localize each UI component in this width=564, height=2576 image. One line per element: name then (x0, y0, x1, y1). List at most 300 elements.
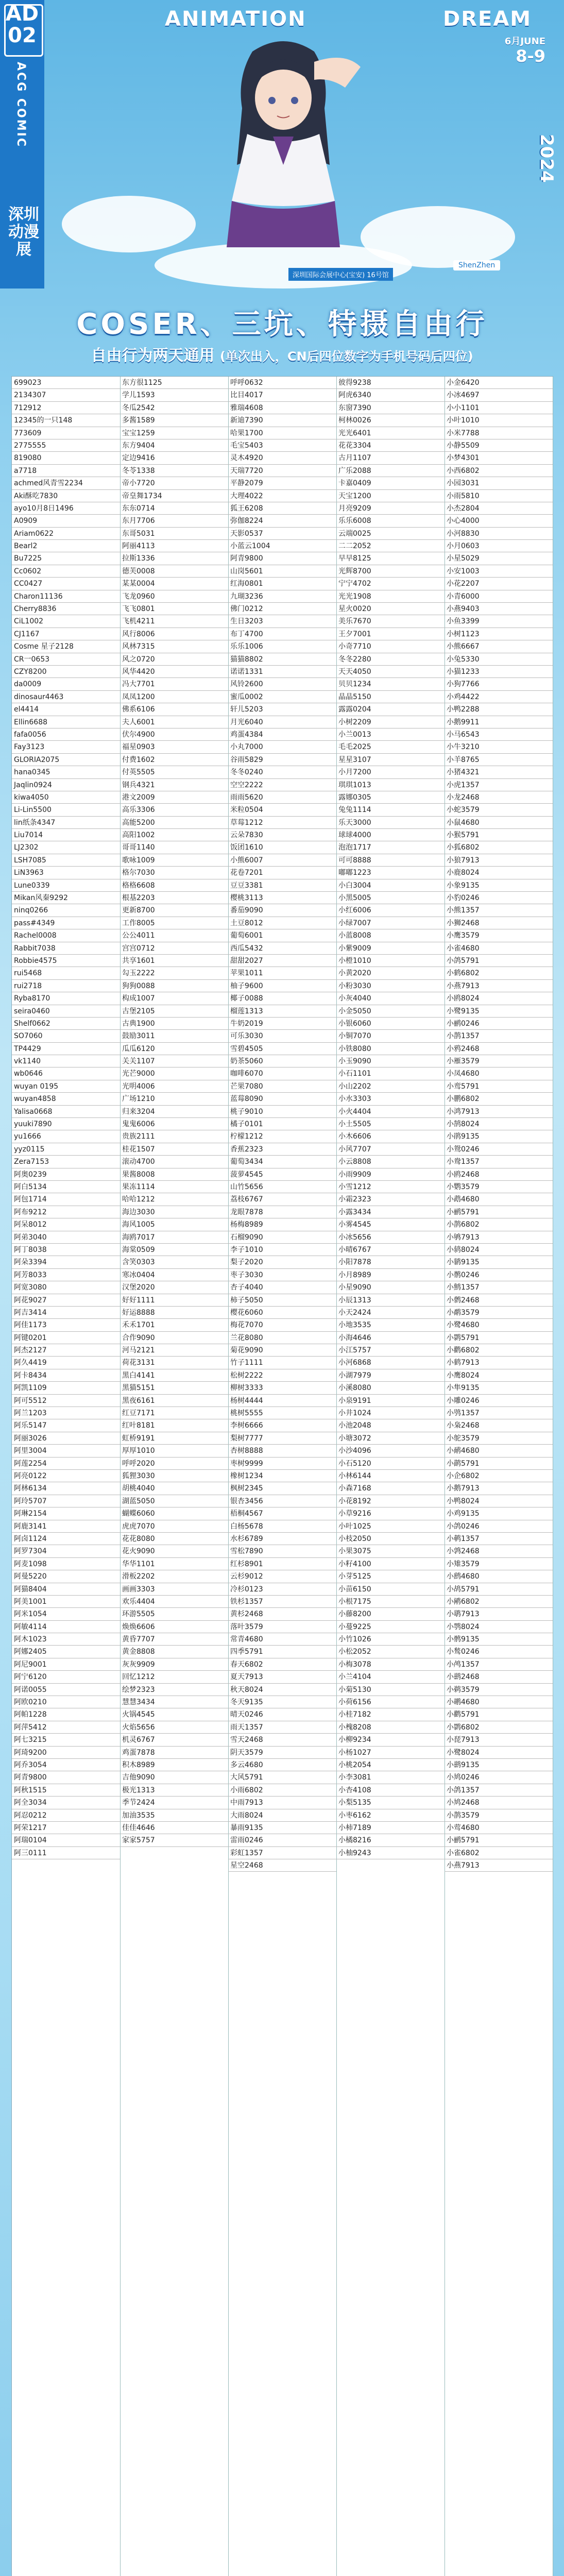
name-cell: 小鹏6802 (445, 1093, 553, 1105)
name-cell: 小鹭9135 (445, 1005, 553, 1018)
name-cell: 阿兰1203 (12, 1407, 120, 1419)
name-cell: 小鹰3579 (445, 929, 553, 942)
name-cell: 西瓜5432 (228, 942, 336, 955)
name-cell: 小花8192 (336, 1495, 445, 1507)
name-cell: 阿鹿3141 (12, 1520, 120, 1533)
name-cell: 落叶3579 (228, 1621, 336, 1633)
name-cell: dinosaur4463 (12, 691, 120, 703)
name-cell: 小鹇6802 (445, 1596, 553, 1608)
name-cell: 柠檬1212 (228, 1130, 336, 1143)
name-cell: 阿欧0210 (12, 1696, 120, 1708)
name-cell: 小鸳0246 (445, 1143, 553, 1156)
name-cell: 小鹚9135 (445, 1759, 553, 1771)
name-cell: 小隼9135 (445, 1382, 553, 1394)
name-cell: 小蓝8008 (336, 929, 445, 942)
name-cell: LSH7085 (12, 854, 120, 867)
name-cell: 龙眼7878 (228, 1206, 336, 1218)
name-cell: 东方很1125 (120, 377, 228, 389)
coser-name-table (11, 376, 553, 2576)
name-cell: 小鹋5791 (445, 1458, 553, 1470)
name-cell: 阿娜2405 (12, 1646, 120, 1658)
name-cell: 季节2424 (120, 1797, 228, 1809)
name-cell: 小土5505 (336, 1118, 445, 1130)
subheading-note: (单次出入，CN后四位数字为手机号码后四位) (219, 349, 473, 364)
name-cell: 小鸵3579 (445, 1432, 553, 1445)
name-cell: 小树1123 (445, 628, 553, 640)
name-cell: 小青6000 (445, 590, 553, 603)
name-cell: 小雨6802 (228, 1784, 336, 1797)
name-cell: 光光6401 (336, 427, 445, 439)
name-cell: 小猫1233 (445, 666, 553, 678)
name-cell: 小山2202 (336, 1080, 445, 1093)
name-cell: 定边9416 (120, 452, 228, 464)
name-cell: 多酱1589 (120, 414, 228, 427)
name-cell: 小苗6150 (336, 1583, 445, 1596)
name-cell: 小兰4104 (336, 1671, 445, 1683)
name-cell: 柯林0026 (336, 414, 445, 427)
name-cell: 小冰5656 (336, 1231, 445, 1244)
name-cell: Ellin6688 (12, 716, 120, 728)
name-cell: 小槐8208 (336, 1721, 445, 1734)
name-cell: 风铃2600 (228, 678, 336, 690)
name-cell: 画画3303 (120, 1583, 228, 1596)
name-cell: Yalisa0668 (12, 1106, 120, 1118)
name-cell: 谷雨5829 (228, 754, 336, 766)
name-cell: 花花8080 (120, 1533, 228, 1545)
event-year: 2024 (536, 134, 557, 183)
name-cell: 小鹖7913 (445, 1608, 553, 1620)
name-cell: 鼓励3011 (120, 1030, 228, 1042)
name-cell: 699023 (12, 377, 120, 389)
name-cell: 光明4006 (120, 1080, 228, 1093)
acg-comic-label: ACG COMIC (14, 62, 27, 148)
name-cell: 小鸠2468 (445, 1797, 553, 1809)
name-cell: 佛门0212 (228, 603, 336, 615)
name-cell: Fay3123 (12, 741, 120, 753)
name-cell: 星星3107 (336, 754, 445, 766)
poster-title-right: DREAM (443, 7, 532, 31)
name-cell: 火锅4545 (120, 1708, 228, 1721)
name-cell: 小鹂0246 (445, 1018, 553, 1030)
name-cell: 小马6543 (445, 728, 553, 741)
name-cell: 哈哈1212 (120, 1193, 228, 1206)
name-cell: 小鸥8024 (445, 992, 553, 1005)
name-cell: vk1140 (12, 1055, 120, 1067)
name-cell: 付费1602 (120, 754, 228, 766)
name-cell: 阿杰2127 (12, 1344, 120, 1357)
name-cell: 小鹭4680 (445, 1319, 553, 1331)
name-cell: 榴莲1313 (228, 1005, 336, 1018)
name-cell: 秋天8024 (228, 1684, 336, 1696)
name-cell: 小梅3078 (336, 1658, 445, 1671)
name-cell: 小枭2468 (445, 1419, 553, 1432)
name-cell: 勾玉2222 (120, 967, 228, 979)
name-cell: 鬼鬼6006 (120, 1118, 228, 1130)
name-cell: 小杨1027 (336, 1747, 445, 1759)
name-cell: 小玉9090 (336, 1055, 445, 1067)
name-cell: 小鹬3579 (445, 1307, 553, 1319)
name-cell: 小梨5135 (336, 1797, 445, 1809)
name-cell: fafa0056 (12, 728, 120, 741)
name-cell: 小鸽1357 (445, 1784, 553, 1797)
name-cell: Rachel0008 (12, 929, 120, 942)
name-cell: 小雕0246 (445, 1395, 553, 1407)
name-cell: 阿朵3394 (12, 1256, 120, 1268)
name-cell: 阿萍5412 (12, 1721, 120, 1734)
name-cell: 海鸥7017 (120, 1231, 228, 1244)
name-cell: 春天6802 (228, 1658, 336, 1671)
name-cell: 狗狗0088 (120, 980, 228, 992)
name-cell: 小河6868 (336, 1357, 445, 1369)
name-cell: 柿子5050 (228, 1294, 336, 1307)
name-cell: 飞机4211 (120, 615, 228, 628)
name-cell: 小燕7913 (445, 980, 553, 992)
name-cell: 家家5757 (120, 1834, 228, 1846)
name-cell: 雅瑞4608 (228, 402, 336, 414)
name-cell: 高能5200 (120, 817, 228, 829)
logo-number: 02 (8, 24, 37, 47)
name-cell: 小鸮1357 (445, 1407, 553, 1419)
name-column (120, 377, 229, 2576)
name-cell: 空空2222 (228, 779, 336, 791)
name-cell: 鸡蛋4384 (228, 728, 336, 741)
name-cell: 呼呼0632 (228, 377, 336, 389)
name-cell: 小枝2050 (336, 1533, 445, 1545)
name-cell: GLORIA2075 (12, 754, 120, 766)
name-cell: 红叶8181 (120, 1419, 228, 1432)
name-cell: 小桂7182 (336, 1708, 445, 1721)
name-cell: 小雀6802 (445, 1847, 553, 1859)
name-cell: 云杉9012 (228, 1570, 336, 1583)
name-cell: 付英5505 (120, 766, 228, 778)
name-cell: 枣子3030 (228, 1269, 336, 1281)
name-cell: 阿宁6120 (12, 1671, 120, 1683)
name-cell: 小狼7913 (445, 854, 553, 867)
mascot-illustration (175, 31, 391, 247)
name-cell: 小凤4680 (445, 1067, 553, 1080)
name-cell: 海边3030 (120, 1206, 228, 1218)
name-cell: 小鸡4422 (445, 691, 553, 703)
name-cell: 构成1007 (120, 992, 228, 1005)
name-cell: 天瑞7720 (228, 465, 336, 477)
logo-ad-text: AD (5, 2, 39, 26)
name-cell: 小企6802 (445, 1470, 553, 1482)
name-cell: 云端0025 (336, 528, 445, 540)
name-cell: 小桃2054 (336, 1759, 445, 1771)
name-cell: 东窗7390 (336, 402, 445, 414)
name-cell: 小鹅7913 (445, 1482, 553, 1495)
name-cell: yu1666 (12, 1130, 120, 1143)
name-cell: 小松2052 (336, 1646, 445, 1658)
name-cell: 广乐2088 (336, 465, 445, 477)
name-cell: 土豆8012 (228, 917, 336, 929)
name-cell: 小冰4697 (445, 389, 553, 401)
name-cell: 小井1024 (336, 1407, 445, 1419)
name-cell: 红豆7171 (120, 1407, 228, 1419)
name-cell: 小藤8200 (336, 1608, 445, 1620)
name-cell: wuyan4858 (12, 1093, 120, 1105)
name-cell: 小狮2468 (445, 917, 553, 929)
name-cell: 阿全3034 (12, 1797, 120, 1809)
name-cell: 宫宫0712 (120, 942, 228, 955)
name-cell: 花火9090 (120, 1545, 228, 1557)
name-cell: 阿麦1098 (12, 1558, 120, 1570)
name-cell: 比目4017 (228, 389, 336, 401)
name-cell: 小鹤7913 (445, 1357, 553, 1369)
name-cell: 小鸯1357 (445, 1156, 553, 1168)
name-cell: 小雨9909 (336, 1168, 445, 1181)
name-cell: 小蔓9225 (336, 1621, 445, 1633)
name-cell: 阿美1001 (12, 1596, 120, 1608)
name-cell: 小水3303 (336, 1093, 445, 1105)
name-cell: 阿吉3414 (12, 1307, 120, 1319)
name-cell: 月光6040 (228, 716, 336, 728)
name-cell: seira0460 (12, 1005, 120, 1018)
name-cell: 广场1210 (120, 1093, 228, 1105)
name-column (12, 377, 121, 2576)
name-cell: 阿乔3054 (12, 1759, 120, 1771)
name-cell: 小小1101 (445, 402, 553, 414)
name-cell: 小鸿7913 (445, 1106, 553, 1118)
name-cell: 小霜2323 (336, 1193, 445, 1206)
name-cell: 小鹳6802 (445, 1344, 553, 1357)
name-cell: Cherry8836 (12, 603, 120, 615)
name-cell: 天天4050 (336, 666, 445, 678)
name-cell: hana0345 (12, 766, 120, 778)
name-cell: 松树2222 (228, 1369, 336, 1382)
name-cell: 小鸲7913 (445, 1231, 553, 1244)
name-cell: Mikan风秦9292 (12, 892, 120, 904)
name-cell: 含笑0303 (120, 1256, 228, 1268)
name-cell: 阿诺0055 (12, 1684, 120, 1696)
name-cell: Jaqlin0924 (12, 779, 120, 791)
name-cell: 光辉8700 (336, 565, 445, 578)
name-cell: 阿尼9001 (12, 1658, 120, 1671)
name-cell: 云朵7830 (228, 829, 336, 841)
name-cell: 山竹5656 (228, 1181, 336, 1193)
name-cell: 小雁3579 (445, 1055, 553, 1067)
name-cell: 焕焕6606 (120, 1621, 228, 1633)
name-cell: 小龙2468 (445, 791, 553, 804)
name-cell: 米粒0504 (228, 804, 336, 816)
name-cell: 小鹉4680 (445, 1193, 553, 1206)
name-cell: 泡泡1717 (336, 841, 445, 854)
name-cell: 阿青9800 (12, 1771, 120, 1784)
name-cell: 小鹧4680 (445, 1570, 553, 1583)
name-cell: 阿乐5147 (12, 1419, 120, 1432)
name-cell: 小鹄8024 (445, 1118, 553, 1130)
name-cell: 小雨5810 (445, 490, 553, 502)
name-cell: Aki酥吃7830 (12, 490, 120, 502)
name-cell: 小菊5130 (336, 1684, 445, 1696)
name-cell: 小月7200 (336, 766, 445, 778)
name-cell: 李树6666 (228, 1419, 336, 1432)
name-cell: 阿里3004 (12, 1445, 120, 1457)
name-cell: 小木6606 (336, 1130, 445, 1143)
name-cell: 小狐6802 (445, 841, 553, 854)
name-cell: 飞飞0801 (120, 603, 228, 615)
name-cell: 绘梦2323 (120, 1684, 228, 1696)
name-cell: 德芙0008 (120, 565, 228, 578)
name-cell: 虎虎7070 (120, 1520, 228, 1533)
name-cell: 阿林6134 (12, 1482, 120, 1495)
name-cell: 小蛇3579 (445, 804, 553, 816)
name-cell: Ryba8170 (12, 992, 120, 1005)
name-cell: 黑猫5151 (120, 1382, 228, 1394)
name-cell: 猫猫8802 (228, 653, 336, 666)
name-cell: 格尔7030 (120, 867, 228, 879)
name-cell: 阿三0111 (12, 1847, 120, 1859)
name-cell: 哈果1700 (228, 427, 336, 439)
name-cell: 小羊8765 (445, 754, 553, 766)
name-cell: 小柳9234 (336, 1734, 445, 1746)
subheading-main: 自由行为两天通用 (91, 347, 215, 365)
name-cell: 常青4680 (228, 1633, 336, 1646)
name-cell: 加油3535 (120, 1809, 228, 1822)
event-name: 动漫展 (8, 223, 39, 259)
name-cell: 荷花3131 (120, 1357, 228, 1369)
name-cell: 小鹈3579 (445, 1684, 553, 1696)
name-cell: 福星0903 (120, 741, 228, 753)
name-cell: 小鸽0246 (445, 1520, 553, 1533)
name-cell: 阿曼5220 (12, 1570, 120, 1583)
name-cell: 小火4404 (336, 1106, 445, 1118)
poster-sidebar (0, 0, 44, 289)
name-cell: 阿忍0212 (12, 1809, 120, 1822)
name-cell: 小狗7766 (445, 678, 553, 690)
name-cell: 乐天3000 (336, 817, 445, 829)
name-cell: 小雪1212 (336, 1181, 445, 1193)
name-cell: Bearl2 (12, 540, 120, 552)
name-cell: 宝宝1259 (120, 427, 228, 439)
name-cell: 柚子9600 (228, 980, 336, 992)
name-cell: 大雨8024 (228, 1809, 336, 1822)
name-cell: 小鸠0246 (445, 1771, 553, 1784)
name-cell: 禾禾1701 (120, 1319, 228, 1331)
name-cell: 光芒9000 (120, 1067, 228, 1080)
name-cell: 阿琳2154 (12, 1507, 120, 1520)
name-cell: 小鹚2468 (445, 1671, 553, 1683)
name-cell: lin纸条4347 (12, 817, 120, 829)
name-cell: 小鹮6802 (445, 1721, 553, 1734)
name-cell: 小白3004 (336, 879, 445, 892)
name-cell: 梨子2020 (228, 1256, 336, 1268)
name-cell: 小鸾5791 (445, 1080, 553, 1093)
event-cn-name (3, 206, 44, 259)
name-cell: Robbie4575 (12, 955, 120, 967)
name-cell: achmed风青雪2234 (12, 477, 120, 489)
name-cell: 小枣6162 (336, 1809, 445, 1822)
name-cell: 可乐3030 (228, 1030, 336, 1042)
name-cell: 小虎1357 (445, 779, 553, 791)
name-cell: 葡萄6001 (228, 929, 336, 942)
name-cell: 小熊6007 (228, 854, 336, 867)
name-cell: 小红6006 (336, 904, 445, 917)
name-cell: 弥伽8224 (228, 515, 336, 527)
name-cell: 冬冬2280 (336, 653, 445, 666)
name-cell: 小泉9191 (336, 1395, 445, 1407)
name-cell: 虹桥9191 (120, 1432, 228, 1445)
name-cell: 小西6802 (445, 465, 553, 477)
name-cell: 枣树9999 (228, 1458, 336, 1470)
name-cell: 阿卤1124 (12, 1533, 120, 1545)
name-cell: 小鹟9135 (445, 1256, 553, 1268)
name-column (445, 377, 553, 2576)
name-cell: 小黄2020 (336, 967, 445, 979)
name-cell: 小橙1010 (336, 955, 445, 967)
name-cell: 古月1107 (336, 452, 445, 464)
name-cell: 小丸7000 (228, 741, 336, 753)
name-cell: 雷雨0246 (228, 1834, 336, 1846)
name-cell: 露露0204 (336, 703, 445, 716)
name-cell: 雪碧4505 (228, 1043, 336, 1055)
name-cell: 白杨5678 (228, 1520, 336, 1533)
name-cell: 小鹭8024 (445, 1747, 553, 1759)
name-cell: 小猴5791 (445, 829, 553, 841)
name-cell: 二二2052 (336, 540, 445, 552)
name-cell: Zera7153 (12, 1156, 120, 1168)
name-cell: 寒冰0404 (120, 1269, 228, 1281)
name-cell: 阿青9800 (228, 552, 336, 565)
name-cell: 樱桃3113 (228, 892, 336, 904)
name-cell: TP4429 (12, 1043, 120, 1055)
name-cell: 大理4022 (228, 490, 336, 502)
name-cell: 阿卡8434 (12, 1369, 120, 1382)
name-cell: 小鼠4680 (445, 817, 553, 829)
name-cell: CiL1002 (12, 615, 120, 628)
name-cell: kiwa4050 (12, 791, 120, 804)
name-cell: 东东0714 (120, 502, 228, 515)
name-cell: 暴雨9135 (228, 1822, 336, 1834)
name-cell: 灰灰9909 (120, 1658, 228, 1671)
name-cell: 小月0603 (445, 540, 553, 552)
name-cell: 小鹂5791 (445, 1834, 553, 1846)
name-cell: 小湖7979 (336, 1369, 445, 1382)
name-cell: Rabbit7038 (12, 942, 120, 955)
name-cell: Liu7014 (12, 829, 120, 841)
name-cell: 甜甜2027 (228, 955, 336, 967)
name-cell: 小雾4545 (336, 1218, 445, 1231)
name-cell: 风之0720 (120, 653, 228, 666)
name-cell: 冬天9135 (228, 1696, 336, 1708)
name-cell: 小鸫8024 (445, 1244, 553, 1256)
name-cell: wb0646 (12, 1067, 120, 1080)
name-cell: 杏树8888 (228, 1445, 336, 1457)
name-cell: 饭团1610 (228, 841, 336, 854)
name-cell: 花卷7201 (228, 867, 336, 879)
list-subheading (0, 343, 564, 365)
name-cell: 环游5505 (120, 1608, 228, 1620)
name-cell: 阿米1054 (12, 1608, 120, 1620)
name-cell: 共享1601 (120, 955, 228, 967)
name-cell: 柳树3333 (228, 1382, 336, 1394)
name-cell: 海棠0509 (120, 1244, 228, 1256)
name-cell: 毛毛2025 (336, 741, 445, 753)
name-cell: 风林7315 (120, 640, 228, 653)
name-cell: ayo10月8日1496 (12, 502, 120, 515)
name-cell: 星空2468 (228, 1859, 336, 1872)
name-cell: 冬苓1338 (120, 465, 228, 477)
name-cell: SO7060 (12, 1030, 120, 1042)
name-cell: 胡桃4040 (120, 1482, 228, 1495)
name-cell: 星火0020 (336, 603, 445, 615)
poster-title-left: ANIMATION (165, 7, 306, 31)
name-cell: 古典1900 (120, 1018, 228, 1030)
name-cell: 小林6144 (336, 1470, 445, 1482)
name-cell: 露娜0305 (336, 791, 445, 804)
name-cell: 小天2424 (336, 1307, 445, 1319)
name-cell: 芒果7080 (228, 1080, 336, 1093)
